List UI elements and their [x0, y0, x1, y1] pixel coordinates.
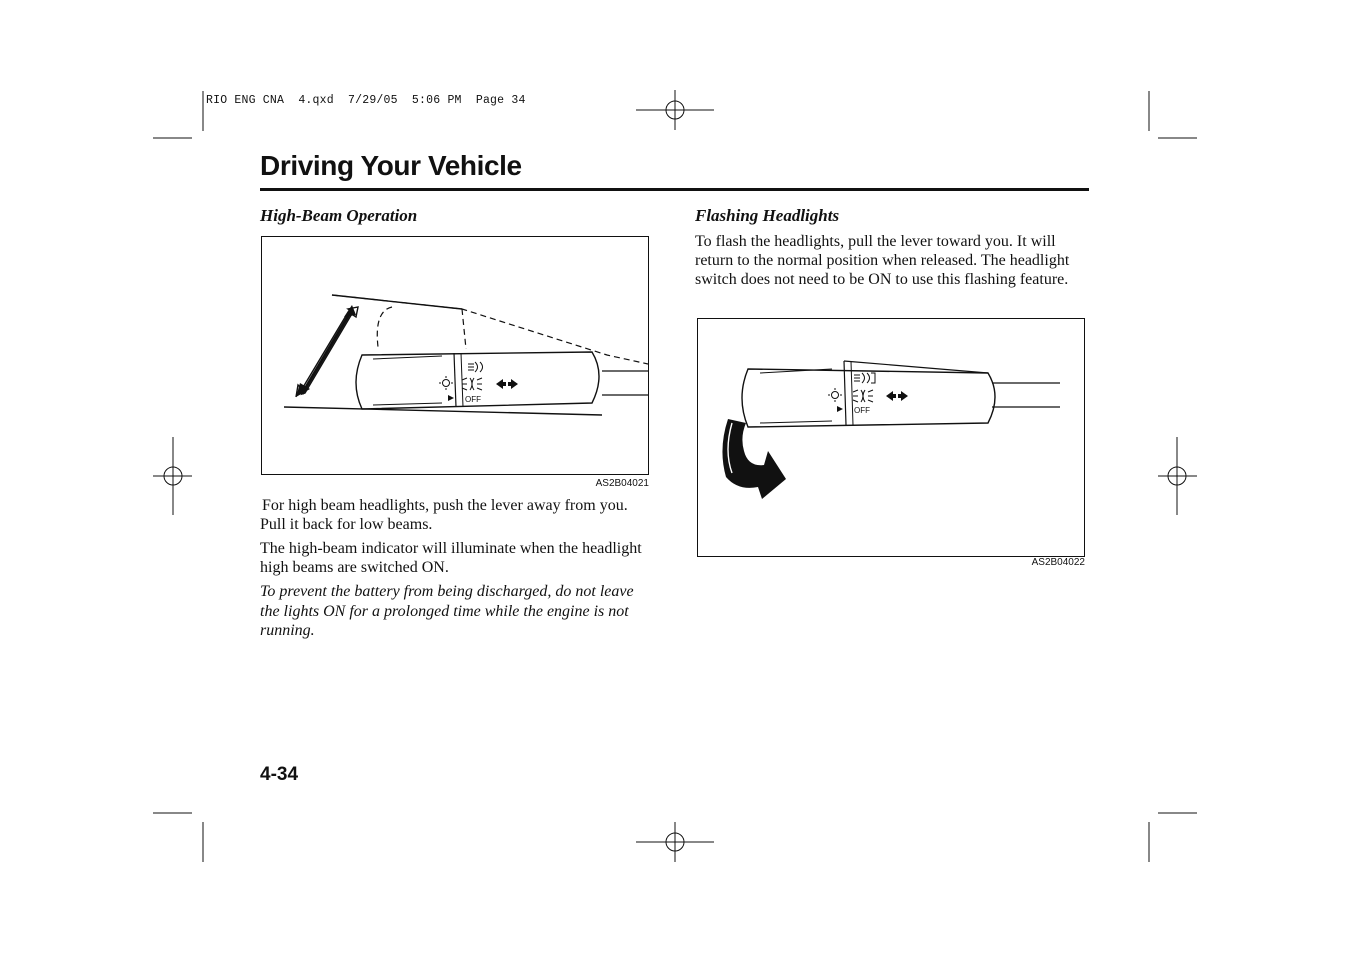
registration-mark-top [636, 90, 714, 130]
title-rule [260, 188, 1089, 191]
high-beam-heading: High-Beam Operation [260, 206, 418, 225]
high-beam-paragraph-2: The high-beam indicator will illuminate when the headlight high beams are switched ON. [260, 540, 642, 576]
pull-arrow-icon [722, 419, 786, 499]
page-number: 4-34 [260, 764, 299, 785]
flashing-lever-illustration [698, 319, 1084, 556]
high-beam-paragraph-1: For high beam headlights, push the lever away from you. Pull it back for low beams. [260, 497, 628, 533]
high-beam-lever-illustration [262, 237, 648, 474]
off-label: OFF [854, 406, 870, 415]
figure-code-right: AS2B04022 [1031, 557, 1085, 568]
battery-note: To prevent the battery from being discharged, do not leave the lights ON for a prolonged time while the engine is not running. [260, 583, 634, 639]
off-label: OFF [465, 395, 481, 404]
flashing-headlights-figure [697, 318, 1085, 557]
figure-code-left: AS2B04021 [595, 478, 649, 489]
flashing-headlights-heading: Flashing Headlights [695, 206, 840, 225]
registration-mark-left [153, 437, 192, 515]
registration-mark-bottom [636, 822, 714, 862]
high-beam-figure [261, 236, 649, 475]
push-pull-arrow-icon [296, 305, 358, 397]
section-title: Driving Your Vehicle [260, 150, 522, 181]
flashing-headlights-paragraph: To flash the headlights, pull the lever toward you. It will return to the normal position when released. The headlight switch does not need to be ON to use this flashing feature. [695, 233, 1070, 288]
registration-mark-right [1158, 437, 1197, 515]
print-slug: RIO ENG CNA 4.qxd 7/29/05 5:06 PM Page 34 [206, 94, 526, 107]
